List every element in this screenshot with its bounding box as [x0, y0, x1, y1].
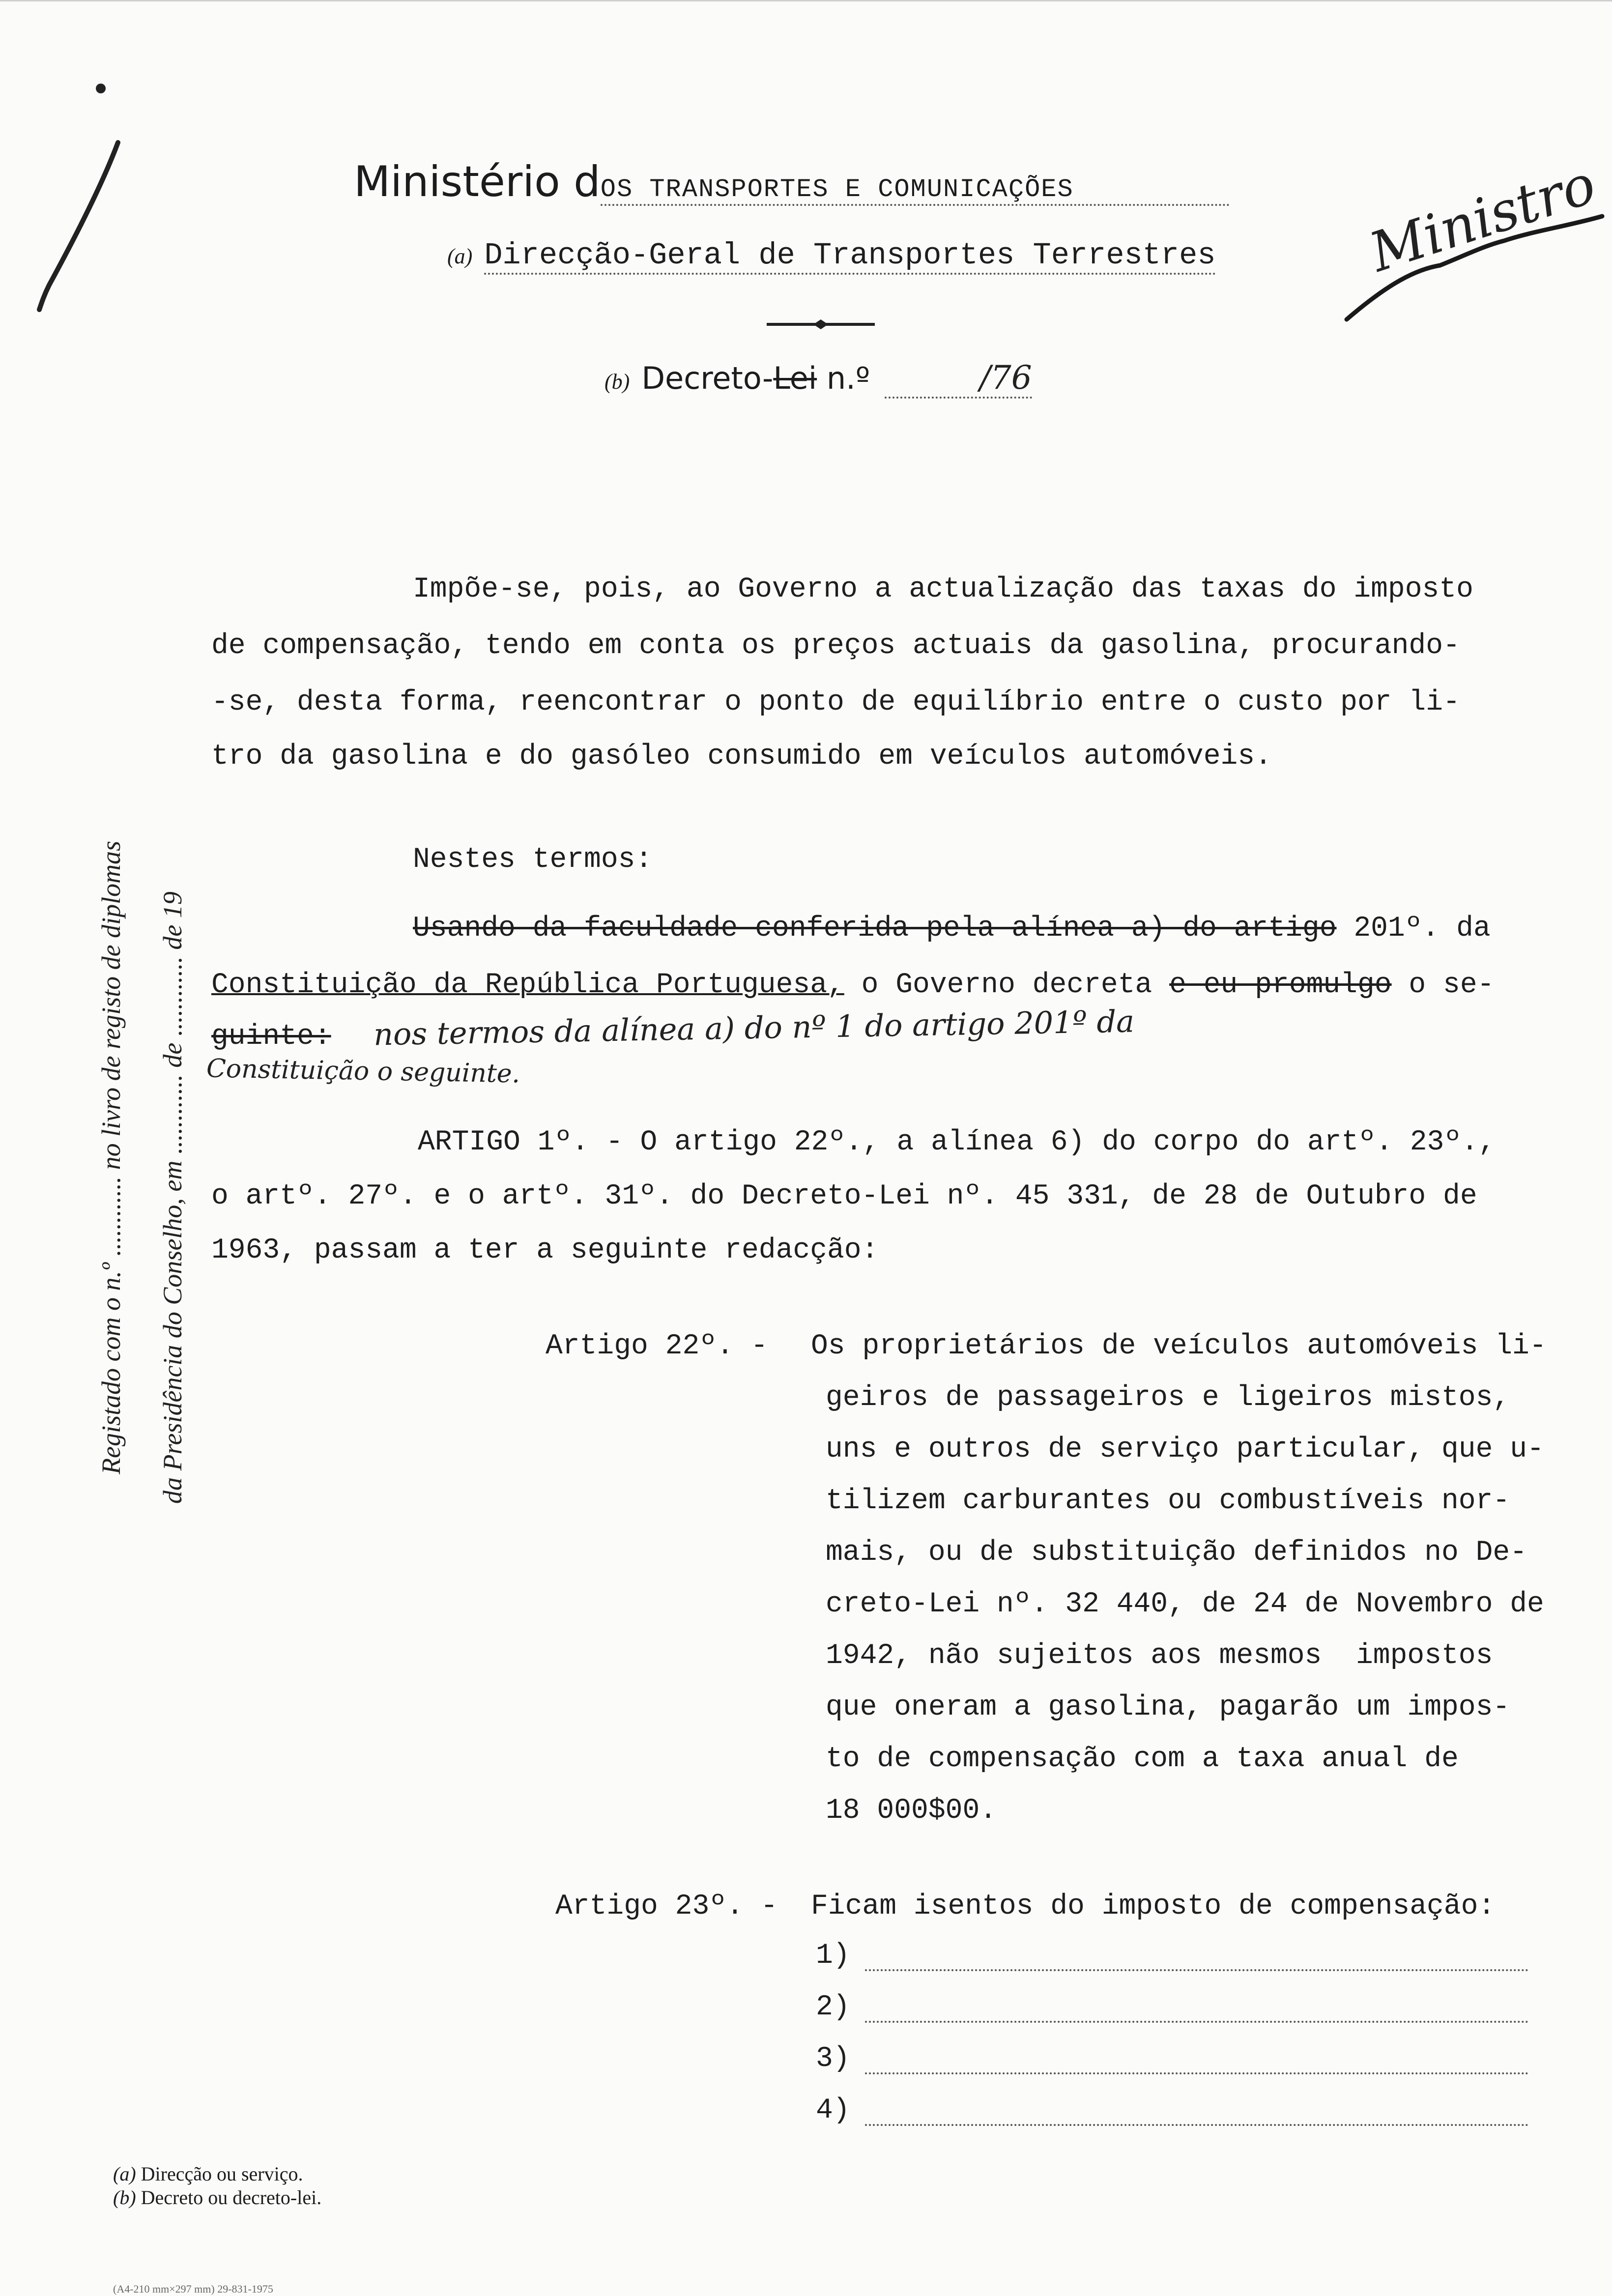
artigo22-line: creto-Lei nº. 32 440, de 24 de Novembro de [826, 1588, 1544, 1620]
artigo23-item: 2) [816, 1983, 1573, 2032]
artigo22-heading: Artigo 22º. - [546, 1330, 768, 1362]
decreto-marker: (b) [604, 370, 630, 394]
printer-imprint: (A4-210 mm×297 mm) 29-831-1975 [113, 2283, 273, 2295]
artigo22-line: uns e outros de serviço particular, que u- [826, 1434, 1544, 1465]
artigo22-line: mais, ou de substituição definidos no De- [826, 1537, 1527, 1569]
handwritten-insert-line-1: nos termos da alínea a) do nº 1 do artigo 201º da [373, 1003, 1135, 1053]
margin-presidency-line: da Presidência do Conselho, em ............ de ............ de 19 [158, 891, 187, 1504]
footer-notes [113, 2162, 321, 2210]
paragraph-line-3: -se, desta forma, reencontrar o ponto de equilíbrio entre o custo por li- [211, 687, 1460, 718]
struck-line-2 [211, 961, 1587, 1010]
struck-text-2: Constituição da República Portuguesa, [211, 969, 844, 1001]
decreto-label: Decreto-Lei n.º [641, 360, 870, 396]
handwritten-ministro-note: Ministro [1362, 152, 1603, 284]
decreto-lei-number-line [604, 359, 1145, 413]
paragraph-line-1: Impõe-se, pois, ao Governo a actualização das taxas do imposto [413, 574, 1473, 605]
article-reference: 201º. da [1336, 913, 1491, 945]
paragraph-line-2: de compensação, tendo em conta os preços actuais da gasolina, procurando- [211, 630, 1460, 662]
artigo22-line: to de compensação com a taxa anual de [826, 1743, 1459, 1775]
artigo23-item: 4) [816, 2086, 1573, 2135]
artigo1-line-2: o artº. 27º. e o artº. 31º. do Decreto-Lei nº. 45 331, de 28 de Outubro de [211, 1180, 1477, 1212]
artigo22-line: 1942, não sujeitos aos mesmos impostos [826, 1640, 1493, 1672]
ministry-department: OS TRANSPORTES E COMUNICAÇÕES [601, 175, 1230, 206]
artigo23-intro: Ficam isentos do imposto de compensação: [811, 1891, 1496, 1923]
paragraph-line-4: tro da gasolina e do gasóleo consumido em veículos automóveis. [211, 741, 1272, 773]
artigo22-line: tilizem carburantes ou combustíveis nor- [826, 1485, 1510, 1517]
artigo1-line-3: 1963, passam a ter a seguinte redacção: [211, 1234, 879, 1266]
margin-registry-line: Registado com o n.º ............ no livro de registo de diplomas [96, 840, 126, 1474]
struck-line-1 [413, 904, 1592, 953]
artigo23-item: 1) [816, 1931, 1573, 1980]
direccao-marker: (a) [447, 244, 473, 268]
nestes-termos: Nestes termos: [413, 844, 653, 876]
artigo22-line: Os proprietários de veículos automóveis li- [811, 1330, 1547, 1362]
governo-decreta: o Governo decreta [844, 969, 1170, 1001]
direccao-geral-line [447, 231, 1234, 280]
struck-text-1: Usando da faculdade conferida pela alínea a) do artigo [413, 913, 1337, 945]
decreto-number: /76 [885, 359, 1032, 399]
direccao-geral-name: Direcção-Geral de Transportes Terrestres [484, 238, 1215, 275]
artigo22-line: 18 000$00. [826, 1795, 997, 1827]
artigo22-line: que oneram a gasolina, pagarão um impos- [826, 1692, 1510, 1723]
artigo23-heading: Artigo 23º. - [555, 1891, 778, 1923]
ministry-word: Ministério d [354, 157, 601, 206]
handwritten-insert-line-2: Constituição o seguinte. [206, 1054, 520, 1089]
artigo22-line: geiros de passageiros e ligeiros mistos, [826, 1382, 1510, 1414]
top-edge-rule [0, 0, 1612, 1]
footnote-b: (b) Decreto ou decreto-lei. [113, 2186, 322, 2209]
header-ornament [767, 315, 875, 334]
ministry-heading [354, 157, 1302, 216]
o-se: o se- [1391, 969, 1495, 1001]
struck-text-4: guinte: [211, 1021, 331, 1053]
ink-dot [91, 79, 111, 98]
artigo23-item: 3) [816, 2035, 1573, 2084]
artigo1-line-1: ARTIGO 1º. - O artigo 22º., a alínea 6) do corpo do artº. 23º., [418, 1126, 1496, 1158]
footnote-a: (a) Direcção ou serviço. [113, 2163, 303, 2185]
struck-text-3: e eu promulgo [1169, 969, 1392, 1001]
pen-stroke-mark [20, 138, 128, 315]
signature-stroke [1337, 211, 1612, 339]
